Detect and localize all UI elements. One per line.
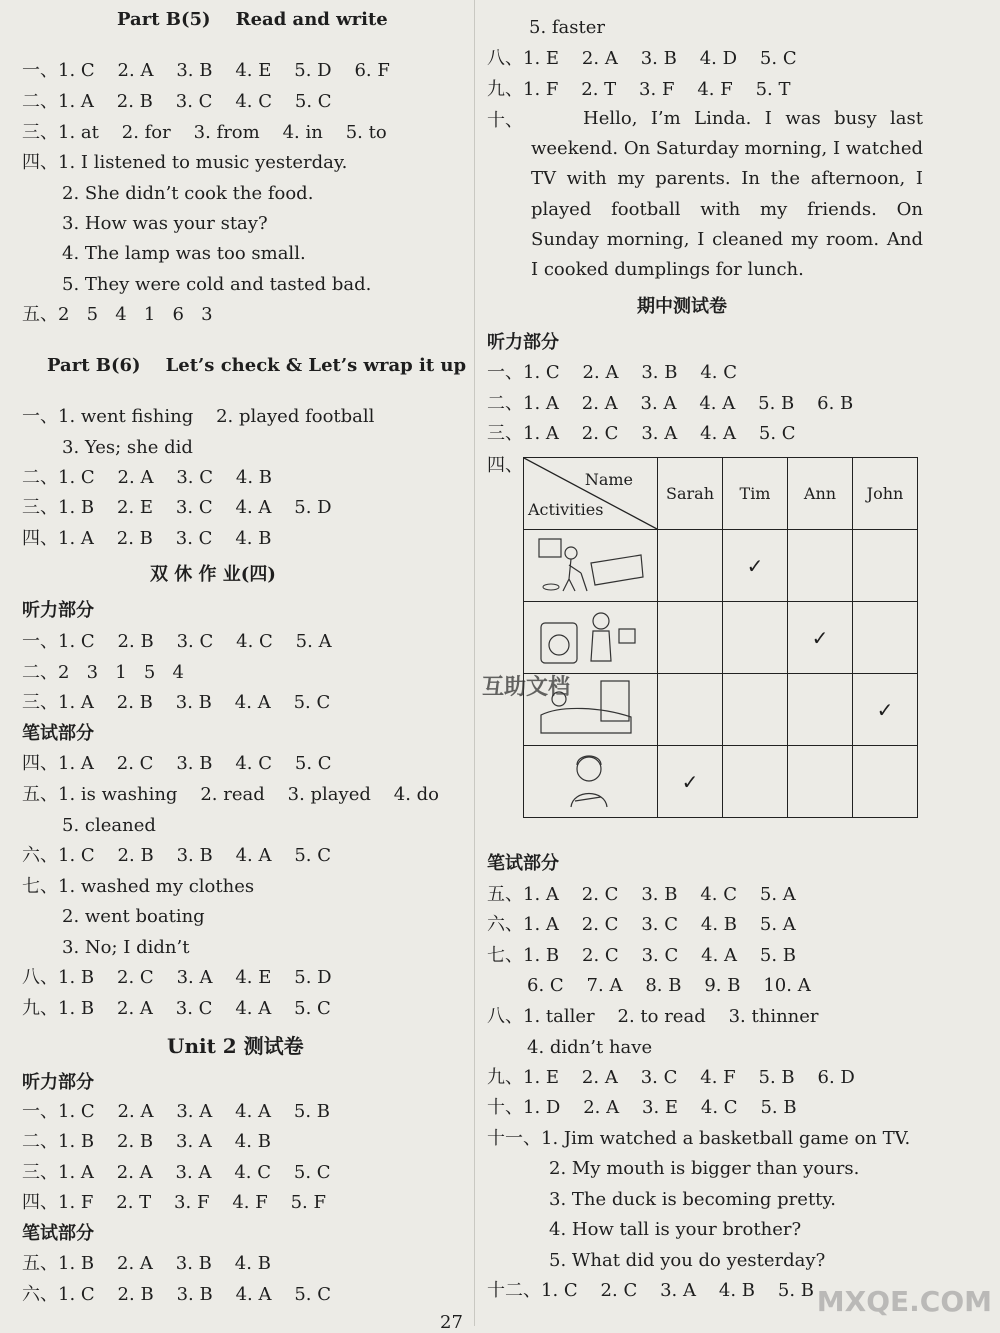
- partB6-heading: Part B(6) Let’s check & Let’s wrap it up: [47, 355, 467, 376]
- table-row: [524, 674, 918, 746]
- table-cell: [788, 674, 853, 746]
- answer-line: 四、: [487, 455, 523, 476]
- answer-line: 三、1. A 2. B 3. B 4. A 5. C: [22, 692, 331, 713]
- answer-line: 八、1. E 2. A 3. B 4. D 5. C: [487, 48, 797, 69]
- girl-reading-illustration: [531, 749, 651, 811]
- table-cell: [723, 530, 788, 602]
- answer-line: 七、1. washed my clothes: [22, 876, 255, 897]
- answer-line: 五、2 5 4 1 6 3: [22, 304, 213, 325]
- table-cell: [723, 674, 788, 746]
- washing-picture: [524, 602, 658, 674]
- answer-line: 三、1. B 2. E 3. C 4. A 5. D: [22, 497, 332, 518]
- unit2-heading: Unit 2 测试卷: [167, 1034, 304, 1058]
- table-cell: [723, 746, 788, 818]
- table-cell: [658, 674, 723, 746]
- answer-line: 5. What did you do yesterday?: [549, 1250, 826, 1271]
- table-corner: [524, 458, 658, 530]
- table-cell: [853, 746, 918, 818]
- answer-line: 4. The lamp was too small.: [62, 243, 306, 264]
- answer-line: 二、2 3 1 5 4: [22, 662, 184, 683]
- answer-line: 4. didn’t have: [527, 1037, 653, 1058]
- answer-line: 二、1. C 2. A 3. C 4. B: [22, 467, 273, 488]
- answer-line: 2. went boating: [62, 906, 205, 927]
- weekend-heading: 双 休 作 业(四): [150, 564, 276, 585]
- cleaning-picture: [524, 530, 658, 602]
- table-cell: [788, 602, 853, 674]
- answer-line: 九、1. E 2. A 3. C 4. F 5. B 6. D: [487, 1067, 855, 1088]
- table-cell: [788, 746, 853, 818]
- corner-name-label: Name: [584, 470, 633, 489]
- answer-line: 四、1. F 2. T 3. F 4. F 5. F: [22, 1192, 326, 1213]
- column-header: Sarah: [658, 458, 723, 530]
- column-header: Tim: [723, 458, 788, 530]
- section-label: 听力部分: [22, 1072, 94, 1093]
- answer-line: 九、1. B 2. A 3. C 4. A 5. C: [22, 998, 331, 1019]
- passage-paragraph: Hello, I’m Linda. I was busy last weekend. On Saturday morning, I watched TV with my parents. In the afternoon, I played football with my friends. On Sunday morning, I cleaned my room. And I cooked dumplings for lunch.: [531, 108, 924, 281]
- answer-line: 一、1. C 2. A 3. B 4. E 5. D 6. F: [22, 60, 390, 81]
- answer-line: 二、1. A 2. A 3. A 4. A 5. B 6. B: [487, 393, 854, 414]
- answer-line: 3. The duck is becoming pretty.: [549, 1189, 836, 1210]
- answer-line: 十二、1. C 2. C 3. A 4. B 5. B: [487, 1280, 815, 1301]
- column-divider: [474, 0, 475, 1326]
- check-mark: ✓: [681, 769, 699, 794]
- answer-line: 2. She didn’t cook the food.: [62, 183, 314, 204]
- answer-line: 四、1. A 2. C 3. B 4. C 5. C: [22, 753, 332, 774]
- answer-line: 三、1. A 2. C 3. A 4. A 5. C: [487, 423, 796, 444]
- table-cell: [853, 602, 918, 674]
- table-cell: [658, 746, 723, 818]
- answer-line: 3. Yes; she did: [62, 437, 193, 458]
- partB5-heading: Part B(5) Read and write: [117, 9, 388, 30]
- answer-line: 九、1. F 2. T 3. F 4. F 5. T: [487, 79, 791, 100]
- answer-line: 八、1. taller 2. to read 3. thinner: [487, 1006, 819, 1027]
- section-label: 听力部分: [487, 332, 559, 353]
- table-cell: [658, 602, 723, 674]
- cleaning-room-illustration: [531, 533, 651, 595]
- answer-line: 十一、1. Jim watched a basketball game on TV.: [487, 1128, 911, 1149]
- answer-line: 十、: [487, 110, 523, 131]
- answer-line: 五、1. A 2. C 3. B 4. C 5. A: [487, 884, 796, 905]
- table-cell: [788, 530, 853, 602]
- answer-line: 3. How was your stay?: [62, 213, 268, 234]
- section-label: 笔试部分: [22, 723, 94, 744]
- table-cell: [723, 602, 788, 674]
- answer-line: 四、1. I listened to music yesterday.: [22, 152, 348, 173]
- answer-line: 七、1. B 2. C 3. C 4. A 5. B: [487, 945, 797, 966]
- column-header: Ann: [788, 458, 853, 530]
- answer-line: 2. My mouth is bigger than yours.: [549, 1158, 860, 1179]
- washing-clothes-illustration: [531, 605, 651, 667]
- answer-line: 5. cleaned: [62, 815, 156, 836]
- answer-line: 5. faster: [529, 17, 606, 38]
- answer-line: 三、1. A 2. A 3. A 4. C 5. C: [22, 1162, 331, 1183]
- section-label: 听力部分: [22, 600, 94, 621]
- answer-line: 一、1. C 2. A 3. A 4. A 5. B: [22, 1101, 331, 1122]
- table-row: [524, 746, 918, 818]
- section-label: 笔试部分: [22, 1223, 94, 1244]
- check-mark: ✓: [811, 625, 829, 650]
- answer-line: 六、1. A 2. C 3. C 4. B 5. A: [487, 914, 796, 935]
- answer-line: 6. C 7. A 8. B 9. B 10. A: [527, 975, 811, 996]
- answer-line: 一、1. C 2. A 3. B 4. C: [487, 362, 738, 383]
- answer-line: 八、1. B 2. C 3. A 4. E 5. D: [22, 967, 332, 988]
- answer-line: 4. How tall is your brother?: [549, 1219, 802, 1240]
- table-cell: [658, 530, 723, 602]
- answer-line: 六、1. C 2. B 3. B 4. A 5. C: [22, 1284, 332, 1305]
- site-watermark: MXQE.COM: [816, 1285, 992, 1318]
- table-cell: [853, 674, 918, 746]
- table-row: [524, 530, 918, 602]
- check-mark: ✓: [876, 697, 894, 722]
- answer-line: 四、1. A 2. B 3. C 4. B: [22, 528, 272, 549]
- answer-line: 六、1. C 2. B 3. B 4. A 5. C: [22, 845, 332, 866]
- answer-line: 十、1. D 2. A 3. E 4. C 5. B: [487, 1097, 797, 1118]
- activity-table: [523, 457, 918, 818]
- answer-line: 一、1. C 2. B 3. C 4. C 5. A: [22, 631, 332, 652]
- answer-line: 三、1. at 2. for 3. from 4. in 5. to: [22, 122, 387, 143]
- page-number: 27: [440, 1312, 463, 1333]
- column-header: John: [853, 458, 918, 530]
- table-cell: [853, 530, 918, 602]
- answer-line: 3. No; I didn’t: [62, 937, 190, 958]
- answer-line: 5. They were cold and tasted bad.: [62, 274, 372, 295]
- table-row: [524, 602, 918, 674]
- section-label: 笔试部分: [487, 853, 559, 874]
- answer-line: 二、1. B 2. B 3. A 4. B: [22, 1131, 271, 1152]
- check-mark: ✓: [746, 553, 764, 578]
- answer-line: 一、1. went fishing 2. played football: [22, 406, 375, 427]
- answer-line: 五、1. is washing 2. read 3. played 4. do: [22, 784, 440, 805]
- reading-picture: [524, 746, 658, 818]
- corner-activities-label: Activities: [528, 500, 604, 519]
- watermark-stamp: 互助文档: [482, 675, 571, 700]
- midterm-heading: 期中测试卷: [637, 296, 727, 317]
- answer-line: 五、1. B 2. A 3. B 4. B: [22, 1253, 271, 1274]
- answer-line: 二、1. A 2. B 3. C 4. C 5. C: [22, 91, 332, 112]
